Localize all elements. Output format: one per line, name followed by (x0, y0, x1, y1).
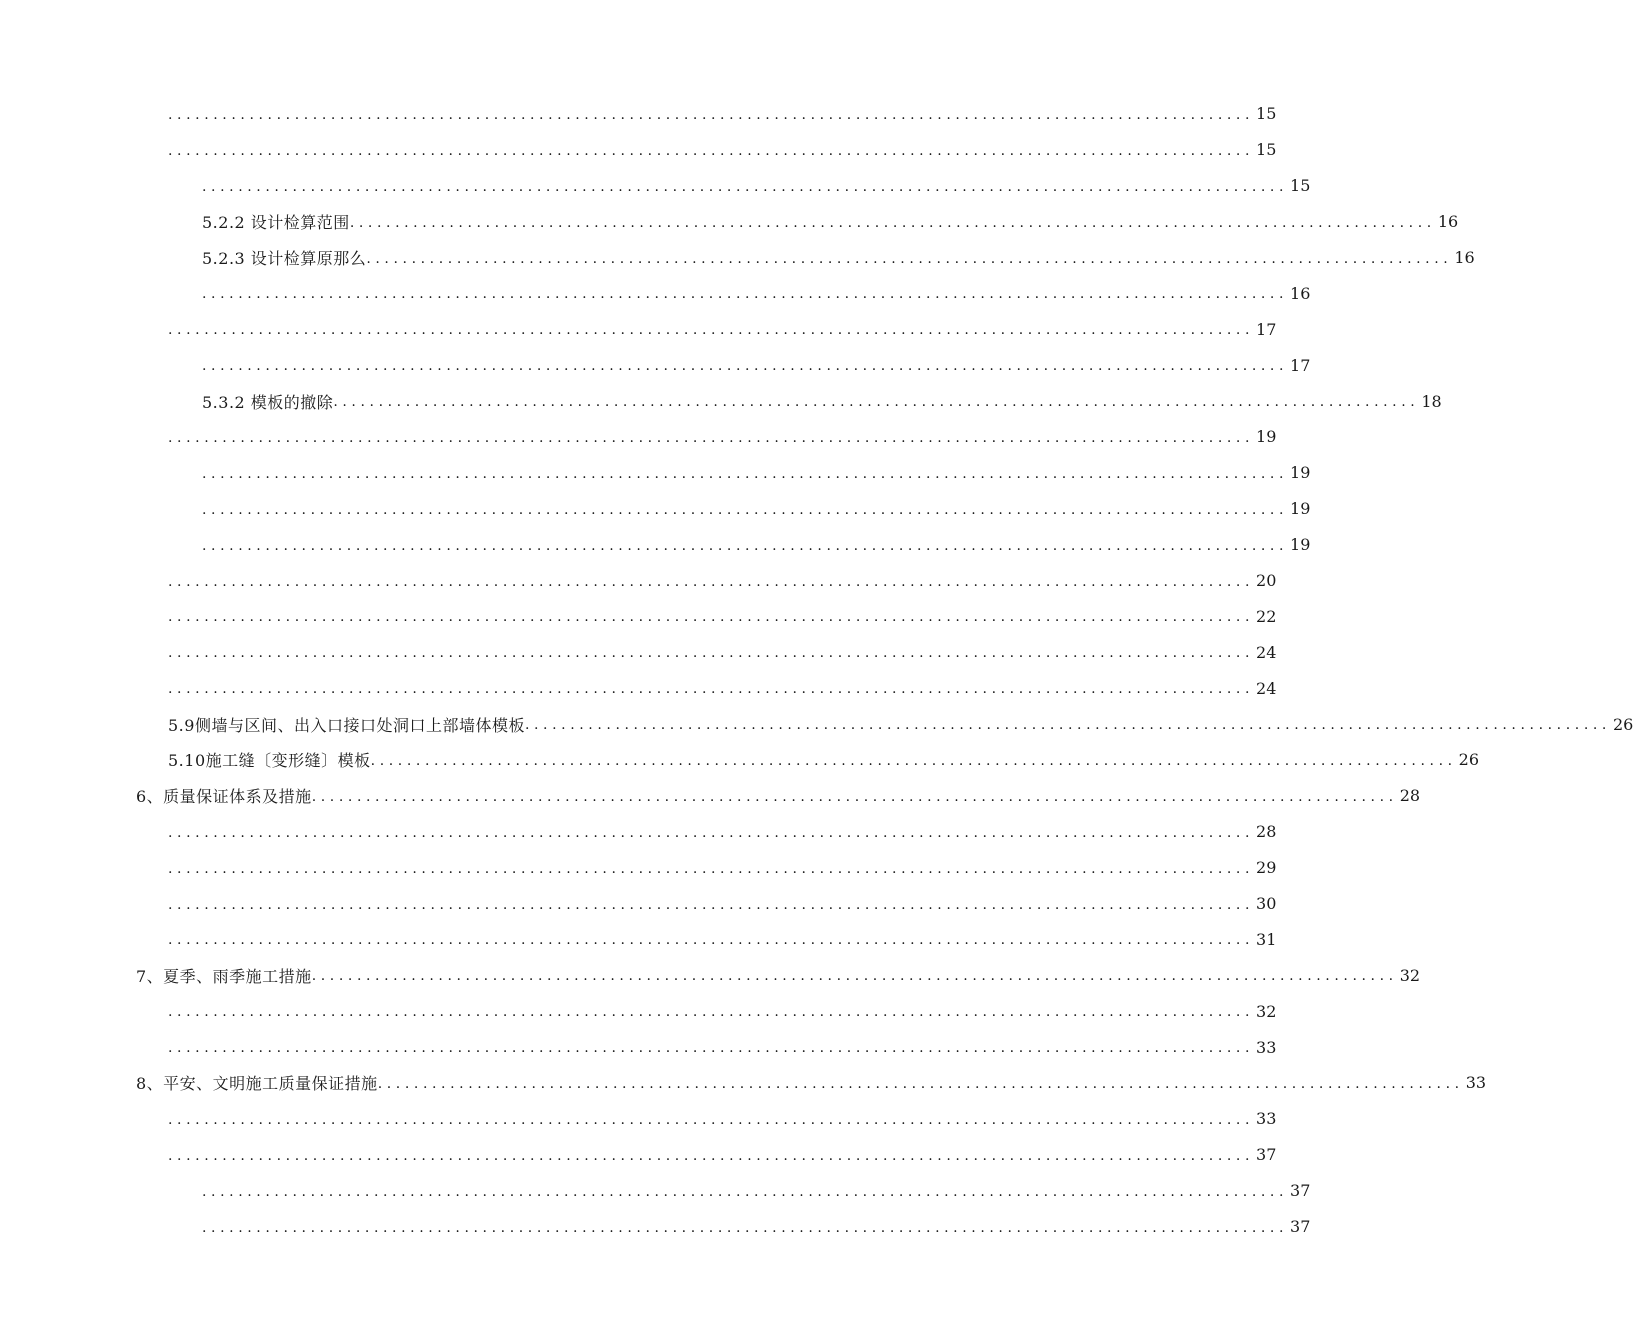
toc-page-number: 32 (1256, 1001, 1277, 1021)
toc-dot-leader: ........................................................................................................................ (168, 429, 1255, 446)
table-of-contents (0, 96, 1633, 1245)
toc-dot-leader: ........................................................................................................................ (168, 1040, 1255, 1057)
toc-page-number: 31 (1256, 929, 1277, 949)
toc-entry-title: 5.3.2 模板的撤除 (202, 392, 334, 412)
toc-dot-leader: ........................................................................................................................ (202, 178, 1289, 195)
toc-entry[interactable] (0, 1029, 1277, 1065)
toc-entry[interactable] (0, 383, 1442, 419)
toc-page-number: 16 (1454, 248, 1475, 267)
toc-dot-leader: ........................................................................................................................ (311, 788, 1398, 805)
toc-page-number: 16 (1437, 212, 1459, 232)
toc-page-number: 17 (1256, 319, 1277, 339)
toc-entry[interactable] (0, 1065, 1487, 1101)
toc-dot-leader: ........................................................................................................................ (202, 501, 1289, 518)
toc-page-number: 33 (1465, 1073, 1487, 1093)
toc-entry[interactable] (0, 706, 1633, 742)
toc-dot-leader: ........................................................................................................................ (168, 573, 1255, 590)
toc-entry[interactable] (0, 634, 1277, 670)
toc-entry[interactable] (0, 1101, 1277, 1137)
toc-dot-leader: ........................................................................................................................ (377, 1075, 1464, 1092)
toc-page-number: 20 (1256, 571, 1277, 591)
toc-dot-leader: ........................................................................................................................ (202, 465, 1289, 482)
toc-page-number: 19 (1256, 427, 1277, 447)
toc-page-number: 28 (1256, 822, 1277, 842)
toc-entry[interactable] (0, 670, 1277, 706)
toc-entry[interactable] (0, 778, 1421, 814)
toc-page-number: 15 (1290, 176, 1311, 196)
toc-entry[interactable] (0, 598, 1277, 634)
toc-entry[interactable] (0, 455, 1311, 491)
toc-page-number: 16 (1290, 283, 1311, 303)
toc-entry-title: 7、夏季、雨季施工措施 (136, 966, 312, 986)
toc-dot-leader: ........................................................................................................................ (349, 214, 1436, 231)
toc-dot-leader: ........................................................................................................................ (524, 717, 1611, 734)
toc-entry[interactable] (0, 168, 1311, 204)
toc-dot-leader: ........................................................................................................................ (311, 968, 1398, 985)
toc-entry[interactable] (0, 993, 1277, 1029)
toc-page-number: 19 (1290, 463, 1311, 483)
toc-dot-leader: ........................................................................................................................ (168, 106, 1255, 123)
toc-entry[interactable] (0, 419, 1277, 455)
toc-page-number: 24 (1256, 678, 1277, 698)
toc-entry[interactable] (0, 96, 1277, 132)
toc-entry[interactable] (0, 311, 1277, 347)
toc-page-number: 26 (1458, 750, 1480, 770)
toc-entry[interactable] (0, 921, 1277, 957)
toc-page-number: 32 (1399, 965, 1421, 985)
toc-page-number: 24 (1256, 642, 1277, 662)
toc-dot-leader: ........................................................................................................................ (202, 1183, 1289, 1200)
toc-entry-title: 5.2.3 设计检算原那么 (202, 249, 367, 268)
toc-entry[interactable] (0, 742, 1480, 778)
toc-entry-title: 5.2.2 设计检算范围 (202, 213, 350, 233)
toc-dot-leader: ........................................................................................................................ (168, 322, 1255, 339)
toc-entry[interactable] (0, 132, 1277, 168)
toc-dot-leader: ........................................................................................................................ (168, 1147, 1255, 1164)
toc-entry-title: 8、平安、文明施工质量保证措施 (136, 1074, 378, 1094)
toc-dot-leader: ........................................................................................................................ (168, 681, 1255, 698)
toc-page-number: 37 (1290, 1181, 1311, 1201)
toc-entry[interactable] (0, 814, 1277, 850)
toc-dot-leader: ........................................................................................................................ (202, 358, 1289, 375)
toc-page-number: 37 (1256, 1145, 1277, 1165)
toc-page-number: 15 (1256, 104, 1277, 124)
toc-entry[interactable] (0, 204, 1459, 240)
toc-page-number: 33 (1256, 1109, 1277, 1129)
toc-entry-title: 5.10施工缝〔变形缝〕模板 (168, 751, 371, 771)
toc-entry[interactable] (0, 1209, 1311, 1245)
toc-dot-leader: ........................................................................................................................ (168, 824, 1255, 841)
toc-page-number: 18 (1421, 391, 1442, 411)
toc-entry[interactable] (0, 527, 1311, 563)
toc-page-number: 22 (1256, 606, 1277, 626)
toc-page-number: 28 (1399, 786, 1421, 806)
toc-page-number: 19 (1290, 499, 1311, 519)
toc-dot-leader: ........................................................................................................................ (168, 896, 1255, 913)
toc-dot-leader: ........................................................................................................................ (202, 537, 1289, 554)
toc-entry[interactable] (0, 491, 1311, 527)
toc-dot-leader: ........................................................................................................................ (168, 645, 1255, 662)
toc-entry-title: 6、质量保证体系及措施 (136, 787, 312, 807)
toc-entry[interactable] (0, 347, 1311, 383)
toc-entry-title: 5.9侧墙与区间、出入口接口处洞口上部墙体模板 (168, 715, 525, 735)
toc-dot-leader: ........................................................................................................................ (202, 286, 1289, 303)
toc-dot-leader: ........................................................................................................................ (168, 1111, 1255, 1128)
toc-dot-leader: ........................................................................................................................ (168, 142, 1255, 159)
toc-dot-leader: ........................................................................................................................ (366, 250, 1453, 267)
toc-page-number: 26 (1612, 714, 1633, 734)
toc-dot-leader: ........................................................................................................................ (333, 394, 1420, 411)
toc-page-number: 33 (1256, 1037, 1277, 1057)
toc-page-number: 19 (1290, 535, 1311, 555)
toc-dot-leader: ........................................................................................................................ (168, 609, 1255, 626)
toc-page-number: 37 (1290, 1217, 1311, 1237)
toc-dot-leader: ........................................................................................................................ (202, 1219, 1289, 1236)
toc-dot-leader: ........................................................................................................................ (168, 860, 1255, 877)
toc-entry[interactable] (0, 1137, 1277, 1173)
toc-page-number: 30 (1256, 894, 1277, 914)
toc-entry[interactable] (0, 850, 1277, 886)
toc-page-number: 15 (1256, 140, 1277, 160)
toc-entry[interactable] (0, 1173, 1311, 1209)
toc-page-number: 17 (1290, 355, 1311, 375)
toc-entry[interactable] (0, 275, 1311, 311)
toc-dot-leader: ........................................................................................................................ (370, 752, 1457, 769)
toc-entry[interactable] (0, 240, 1475, 276)
toc-entry[interactable] (0, 957, 1421, 993)
toc-entry[interactable] (0, 886, 1277, 922)
toc-page-number: 29 (1256, 858, 1277, 878)
toc-entry[interactable] (0, 563, 1277, 599)
toc-dot-leader: ........................................................................................................................ (168, 932, 1255, 949)
toc-dot-leader: ........................................................................................................................ (168, 1004, 1255, 1021)
